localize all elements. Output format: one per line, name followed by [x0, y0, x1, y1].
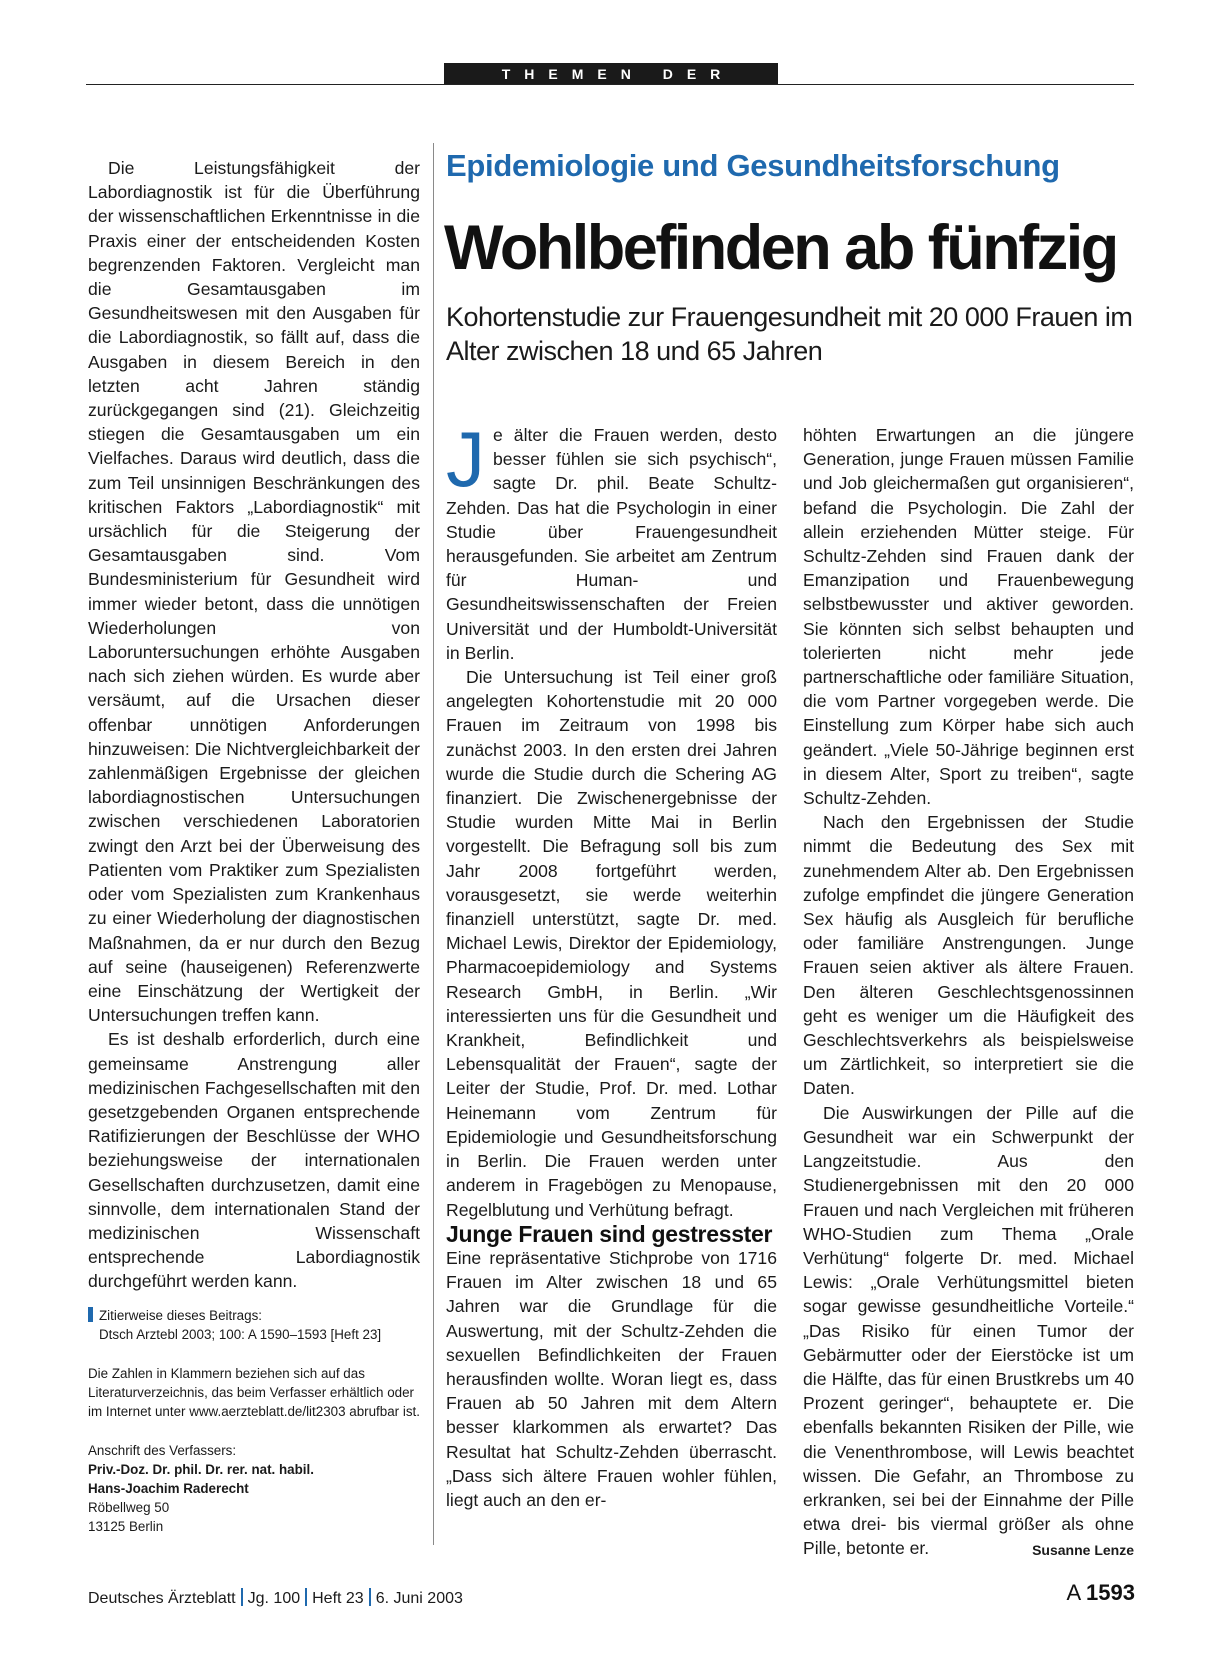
article-subhead: Junge Frauen sind gestresster: [446, 1220, 773, 1247]
footer-separator: [305, 1588, 307, 1606]
footer-separator: [241, 1588, 243, 1606]
page-footer: [88, 1588, 463, 1608]
mid-paragraph-1: [446, 415, 777, 665]
article-subline: Kohortenstudie zur Frauengesundheit mit 20 000 Frauen im Alter zwischen 18 und 65 Jahren: [446, 302, 1133, 366]
right-paragraph-2: Nach den Ergebnissen der Studie nimmt die Bedeutung des Sex mit zunehmendem Alter ab. Den Ergebnissen zufolge empfindet die jüngere Generation Sex häufig als Ausgleich für berufliche oder familiäre Anstrengungen. Junge Frauen seien aktiver als ältere Frauen. Den älteren Geschlechtsgenossinnen geht es weniger um die Häufigkeit des Geschlechtsverkehrs als beispielsweise um Zärtlichkeit, so interpretiert sie die Daten.: [803, 812, 1134, 1099]
mid-paragraph-2: Die Untersuchung ist Teil einer groß angelegten Kohortenstudie mit 20 000 Frauen im Zeitraum von 1998 bis zunächst 2003. In den ersten drei Jahren wurde die Studie durch die Schering AG finanziert. Die Zwischenergebnisse der Studie wurden Mitte Mai in Berlin vorgestellt. Die Befragung soll bis zum Jahr 2008 fortgeführt werden, vorausgesetzt, sie werde weiterhin finanziell unterstützt, sagte Dr. med. Michael Lewis, Direktor der Epidemiology, Pharmacoepidemiology and Systems Research GmbH, in Berlin. „Wir interessierten uns für die Gesundheit und Krankheit, Befindlichkeit und Lebensqualität der Frauen“, sagte der Leiter der Studie, Prof. Dr. med. Lothar Heinemann vom Zentrum für Epidemiologie und Gesundheitsforschung in Berlin. Die Frauen werden unter anderem in Fragebögen zu Menopause, Regelblutung und Verhütung befragt.: [446, 667, 777, 1220]
author-city: 13125 Berlin: [88, 1519, 164, 1534]
middle-column: [446, 415, 777, 1512]
left-paragraph-1: Die Leistungsfähigkeit der Labordiagnostik ist für die Überführung der wissenschaftlichen Erkenntnisse in die Praxis einer der entscheidenden Kosten begrenzenden Faktoren. Vergleicht man die Gesamtausgaben im Gesundheitswesen mit den Ausgaben für die Labordiagnostik, so fällt auf, dass die Ausgaben in diesem Bereich in den letzten acht Jahren ständig zurückgegangen sind (21). Gleichzeitig stiegen die Gesamtausgaben um ein Vielfaches. Daraus wird deutlich, dass die zum Teil unsinnigen Beschränkungen des kritischen Faktors „Labordiagnostik“ mit ursächlich für die Steigerung der Gesamtausgaben sind. Vom Bundesministerium für Gesundheit wird immer wieder betont, dass die unnötigen Wiederholungen von Laboruntersuchungen erhöhte Ausgaben nach sich ziehen würden. Es wurde aber versäumt, auf die Ursachen dieser offenbar unnötigen Anforderungen hinzuweisen: Die Nichtvergleichbarkeit der zahlenmäßigen Ergebnisse der gleichen labordiagnostischen Untersuchungen zwischen verschiedenen Laboratorien zwingt den Arzt bei der Überweisung des Patienten vom Praktiker zum Spezialisten oder vom Spezialisten zum Krankenhaus zu einer Wiederholung der diagnostischen Maßnahmen, da er nur durch den Bezug auf seine (hauseigenen) Referenzwerte eine Einschätzung der Wertigkeit der Untersuchungen treffen kann.: [88, 158, 420, 1026]
citation-block: [88, 1306, 428, 1344]
right-paragraph-3-text: Die Auswirkungen der Pille auf die Gesundheit war ein Schwerpunkt der Langzeitstudie. Aus den Studienergebnissen mit den 20 000 Frauen und nach Vergleichen mit früheren WHO-Studien zum Thema „Orale Verhütung“ folgerte Dr. med. Michael Lewis: „Orale Verhütungsmittel bieten sogar gewisse gesundheitliche Vorteile.“ „Das Risiko für einen Tumor der Gebärmutter oder der Eierstöcke ist um die Hälfte, das für einen Brustkrebs um 40 Prozent geringer“, behauptete er. Die ebenfalls bekannten Risiken der Pille, wie die Venenthrombose, will Lewis beachtet wissen. Die Gefahr, an Thrombose zu erkranken, sei bei der Einnahme der Pille etwa drei- bis viermal größer als ohne Pille, betonte er.: [803, 1102, 1134, 1559]
page-prefix: A: [1066, 1580, 1080, 1605]
mid-paragraph-3: Eine repräsentative Stichprobe von 1716 Frauen im Alter zwischen 18 und 65 Jahren war die Grundlage für die Auswertung, mit der Schultz-Zehden die sexuellen Befindlichkeiten der Frauen herausfinden wollte. Woran liegt es, dass Frauen ab 50 Jahren mit dem Altern besser klarkommen als erwartet? Das Resultat hat Schultz-Zehden überrascht. „Dass sich ältere Frauen wohler fühlen, liegt auch an den er-: [446, 1247, 777, 1510]
author-street: Röbellweg 50: [88, 1500, 170, 1515]
journal-date: 6. Juni 2003: [375, 1590, 463, 1607]
journal-volume: Jg. 100: [247, 1590, 301, 1607]
journal-issue: Heft 23: [312, 1590, 364, 1607]
page-number-value: 1593: [1086, 1580, 1135, 1605]
footer-separator: [369, 1588, 371, 1606]
section-tag: THEMEN DER ZEIT: [444, 63, 778, 85]
article-notes: [88, 1306, 428, 1556]
article-author: Susanne Lenze: [1032, 1542, 1134, 1559]
article-headline: Wohlbefinden ab fünfzig: [444, 213, 1117, 283]
author-name: Hans-Joachim Raderecht: [88, 1481, 249, 1496]
right-column: [803, 423, 1134, 1563]
left-paragraph-2: Es ist deshalb erforderlich, durch eine gemeinsame Anstrengung aller medizinischen Fachgesellschaften mit den gesetzgebenden Organen entsprechende Ratifizierungen der Beschlüsse der WHO beziehungsweise der internationalen Gesellschaften durchzusetzen, damit eine sinnvolle, dem internationalen Stand der medizinischen Wissenschaft entsprechende Labordiagnostik durchgeführt werden kann.: [88, 1029, 420, 1292]
page-number: [1066, 1580, 1135, 1606]
right-paragraph-3: [803, 1101, 1134, 1561]
address-label: Anschrift des Verfassers:: [88, 1443, 237, 1458]
journal-name: Deutsches Ärzteblatt: [88, 1590, 236, 1607]
citation-label: Zitierweise dieses Beitrags:: [99, 1308, 262, 1323]
literature-note: Die Zahlen in Klammern beziehen sich auf das Literaturverzeichnis, das beim Verfasser erhältlich oder im Internet unter www.aerzteblatt.de/lit2303 abrufbar ist.: [88, 1366, 420, 1419]
article-kicker: Epidemiologie und Gesundheitsforschung: [446, 148, 1060, 183]
mid-paragraph-1-text: e älter die Frauen werden, desto besser fühlen sie sich psychisch“, sagte Dr. phil. Beate Schultz-Zehden. Das hat die Psychologin in einer Studie über Frauengesundheit herausgefunden. Sie arbeitet am Zentrum für Human- und Gesundheitswissenschaften der Freien Universität und der Humboldt-Universität in Berlin.: [446, 425, 777, 663]
column-divider: [433, 143, 434, 1545]
drop-cap: J: [446, 415, 485, 503]
left-column: [88, 156, 420, 1294]
author-title: Priv.-Doz. Dr. phil. Dr. rer. nat. habil.: [88, 1462, 314, 1477]
header-rule: [86, 84, 1134, 85]
address-block: [88, 1441, 428, 1536]
note-marker-icon: [88, 1307, 93, 1322]
right-paragraph-1: höhten Erwartungen an die jüngere Generation, junge Frauen müssen Familie und Job gleichermaßen gut organisieren“, befand die Psychologin. Die Zahl der allein erziehenden Mütter steige. Für Schultz-Zehden sind Frauen dank der Emanzipation und Frauenbewegung selbstbewusster und aktiver geworden. Sie könnten sich selbst behaupten und tolerierten nicht mehr jede partnerschaftliche oder familiäre Situation, die vom Partner vorgegeben werde. Die Einstellung zum Körper habe sich auch geändert. „Viele 50-Jährige beginnen erst in diesem Alter, Sport zu treiben“, sagte Schultz-Zehden.: [803, 425, 1134, 809]
citation: Dtsch Arztebl 2003; 100: A 1590–1593 [Heft 23]: [99, 1327, 382, 1342]
